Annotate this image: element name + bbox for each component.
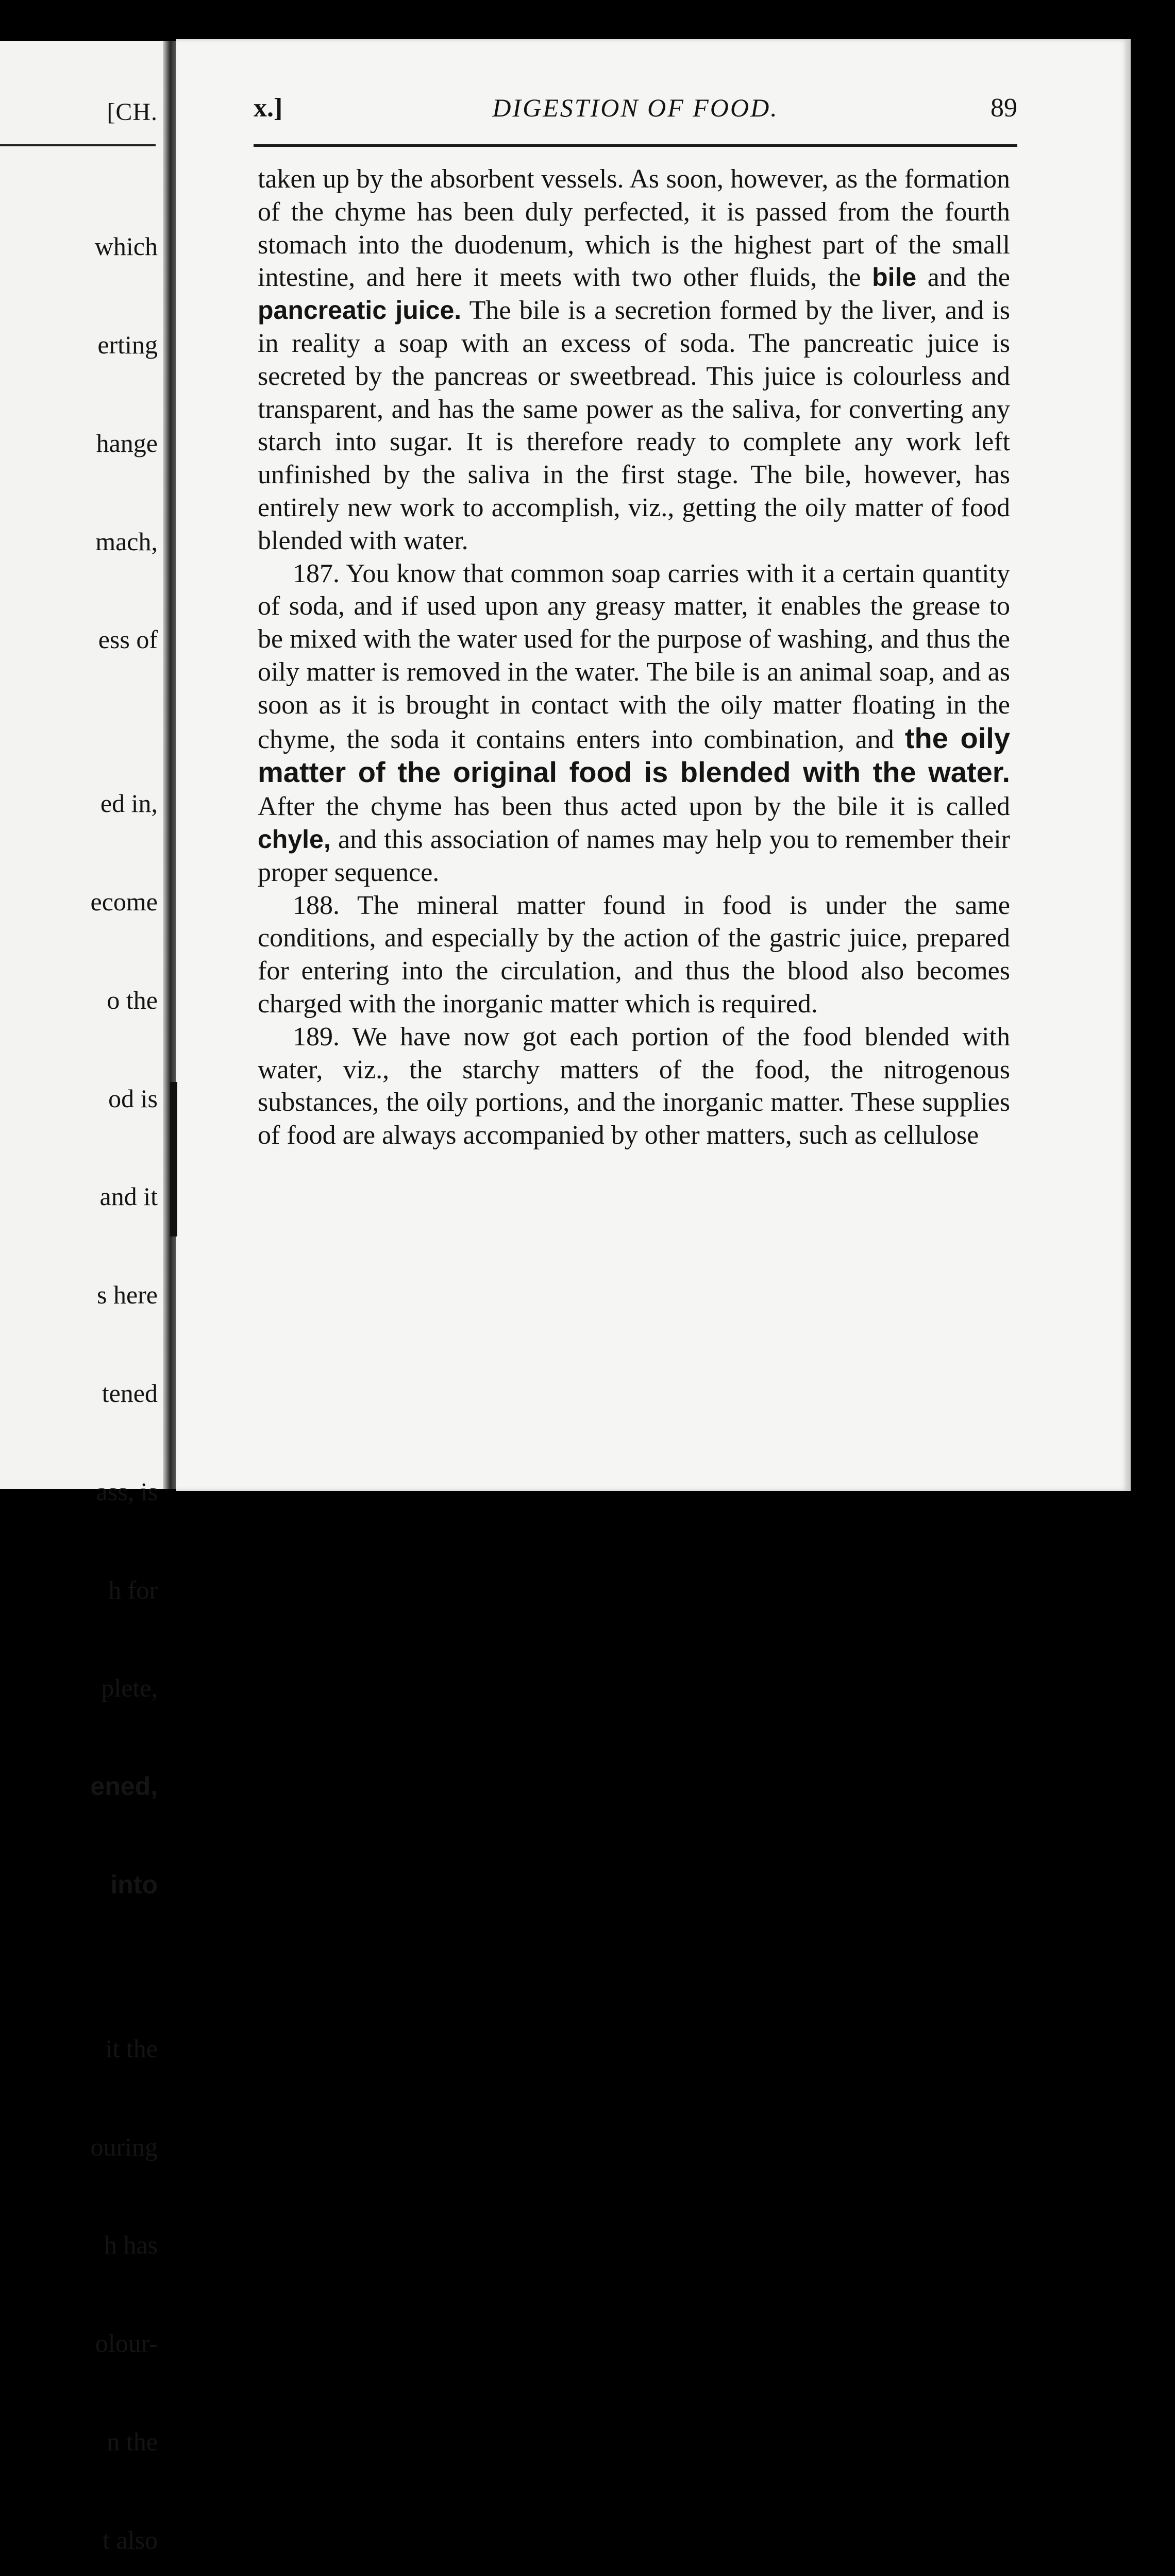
paragraph-189: 189. We have now got each portion of the food blended with water, viz., the starchy matters of the food, the nitrogenous substances, the oily portions, and the inorganic matter. These supplies of food are always accompanied by other matters, such as cellulose (258, 1022, 1010, 1150)
left-line: o the (107, 985, 158, 1014)
left-line: it the (105, 2033, 158, 2063)
left-line: ess of (98, 625, 158, 654)
left-line: hange (96, 428, 158, 457)
emphasis-oily-matter: the oily matter of the original food is blended with the water. (258, 721, 1010, 789)
left-line: ecome (90, 887, 158, 917)
left-line: ouring (90, 2132, 158, 2161)
left-line: mach, (95, 527, 158, 556)
paragraph-188: 188. The mineral matter found in food is under the same conditions, and especially by the action of the gastric juice, prepared for entering into the circulation, and thus the blood also becomes charged with the inorganic matter which is required. (258, 890, 1010, 1019)
page-body (258, 163, 1010, 1152)
left-line: erting (97, 330, 158, 359)
term-pancreatic-juice: pancreatic juice. (258, 296, 462, 325)
left-line: od is (108, 1083, 158, 1113)
left-line: which (94, 232, 158, 261)
left-line: into (110, 1870, 158, 1899)
running-header (254, 93, 1017, 134)
left-line: s here (97, 1280, 158, 1310)
paragraph-186-continued: taken up by the absorbent vessels. As soon, however, as the formation of the chyme has been duly perfected, it is passed from the fourth stomach into the duodenum, which is the highest part of the small intestine, and here it meets with two other fluids, the bile and the pancreatic juice. The bile is a secretion formed by the liver, and is in reality a soap with an excess of soda. The pancreatic juice is secreted by the pancreas or sweetbread. This juice is colourless and transparent, and has the same power as the saliva, for converting any starch into sugar. It is therefore ready to complete any work left unfinished by the saliva in the first stage. The bile, however, has entirely new work to accomplish, viz., getting the oily matter of food blended with water. (258, 164, 1011, 555)
binding-shadow (170, 1082, 177, 1236)
book-page (176, 39, 1131, 1491)
left-line: t also (103, 2525, 158, 2554)
book-gutter (163, 41, 176, 1489)
term-bile: bile (872, 263, 917, 292)
page-number: 89 (991, 93, 1017, 123)
left-line: ed in, (100, 789, 158, 818)
chapter-marker: x.] (254, 93, 283, 123)
left-line: plete, (101, 1673, 158, 1703)
left-page-rule (0, 144, 156, 146)
term-chyle: chyle, (258, 824, 331, 854)
left-line: h has (104, 2230, 158, 2260)
previous-page-strip (0, 41, 163, 2554)
left-page-text (90, 165, 158, 2576)
left-line: olour- (95, 2329, 158, 2358)
running-title: DIGESTION OF FOOD. (492, 93, 779, 122)
left-line: ass, is (96, 1477, 158, 1506)
header-rule (254, 144, 1017, 147)
left-line: n the (107, 2427, 158, 2456)
left-line: h for (108, 1575, 158, 1604)
left-line: and it (99, 1182, 158, 1211)
left-line: tened (102, 1378, 158, 1408)
paragraph-187: 187. You know that common soap carries with it a certain quantity of soda, and if used upon any greasy matter, it enables the grease to be mixed with the water used for the purpose of washing, and thus the oily matter is removed in the water. The bile is an animal soap, and as soon as it is brought in contact with the oily matter floating in the chyme, the soda it contains enters into combination, and the oily matter of the original food is blended with the water. After the chyme has been thus acted upon by the bile it is called chyle, and this association of names may help you to remember their proper sequence. (258, 558, 1010, 887)
left-page-header: [CH. (107, 98, 158, 126)
left-line: ened, (90, 1772, 158, 1801)
